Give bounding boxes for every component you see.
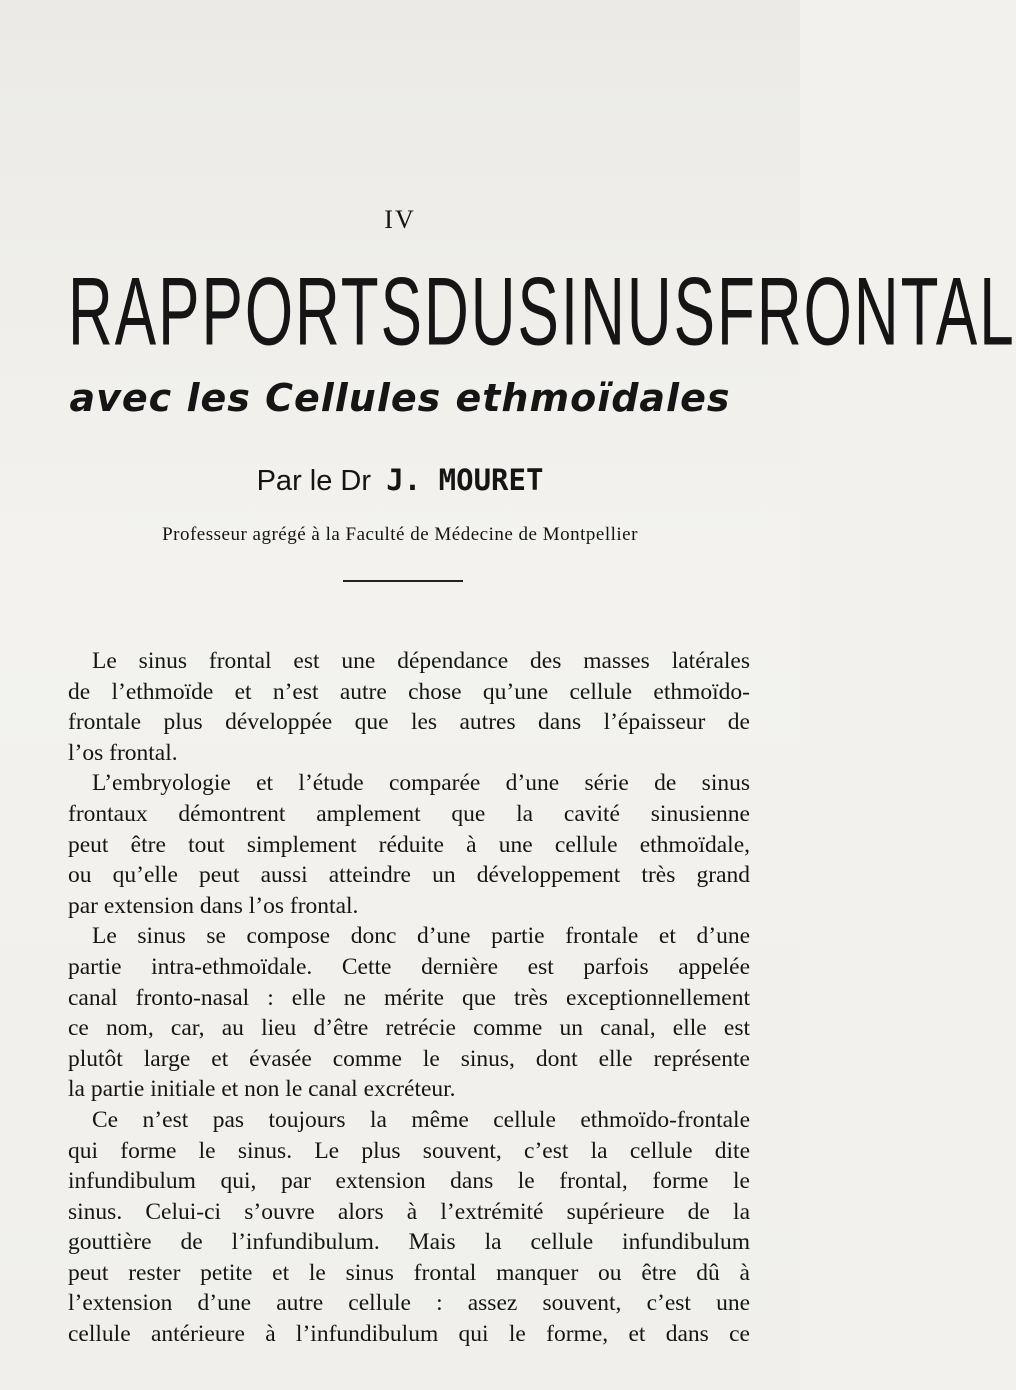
text-line: peut être tout simplement réduite à une cellule ethmoïdale, [68, 831, 750, 858]
text-line: partie intra-ethmoïdale. Cette dernière est parfois appelée [68, 953, 750, 980]
text-line: la partie initiale et non le canal excréteur. [68, 1076, 456, 1103]
author-line [0, 463, 800, 498]
author-name: J. MOURET [386, 463, 544, 497]
text-line: ce nom, car, au lieu d’être retrécie comme un canal, elle est [68, 1015, 750, 1042]
text-line: cellule antérieure à l’infundibulum qui le forme, et dans ce [68, 1321, 750, 1348]
article-title [68, 235, 1016, 390]
title-word: FRONTAL [717, 258, 1016, 366]
separator-rule [343, 580, 463, 582]
text-line: Le sinus se compose donc d’une partie frontale et d’une [92, 923, 750, 950]
article-body [68, 646, 750, 1350]
text-line: peut rester petite et le sinus frontal manquer ou être dû à [68, 1259, 750, 1286]
text-line: frontaux démontrent amplement que la cavité sinusienne [68, 800, 750, 827]
text-line: de l’ethmoïde et n’est autre chose qu’une cellule ethmoïdo- [68, 678, 750, 705]
paragraph [68, 768, 750, 921]
text-line: l’extension d’une autre cellule : assez souvent, c’est une [68, 1290, 750, 1317]
article-subtitle: avec les Cellules ethmoïdales [69, 376, 731, 420]
text-line: sinus. Celui-ci s’ouvre alors à l’extrémité supérieure de la [68, 1198, 750, 1225]
text-line: Le sinus frontal est une dépendance des masses latérales [92, 648, 750, 674]
author-affiliation: Professeur agrégé à la Faculté de Médecine de Montpellier [162, 524, 638, 545]
chapter-numeral: IV [384, 205, 416, 234]
text-line: frontale plus développée que les autres dans l’épaisseur de [68, 709, 750, 736]
paragraph [68, 646, 750, 768]
text-line: plutôt large et évasée comme le sinus, dont elle représente [68, 1045, 750, 1072]
text-line: ou qu’elle peut aussi atteindre un développement très grand [68, 862, 750, 889]
title-word: RAPPORTS [68, 258, 424, 366]
text-line: gouttière de l’infundibulum. Mais la cellule infundibulum [68, 1229, 750, 1256]
text-line: qui forme le sinus. Le plus souvent, c’est la cellule dite [68, 1137, 750, 1164]
text-line: l’os frontal. [68, 739, 178, 766]
text-line: infundibulum qui, par extension dans le frontal, forme le [68, 1168, 750, 1195]
title-word: DU [423, 258, 518, 366]
text-line: Ce n’est pas toujours la même cellule ethmoïdo-frontale [92, 1106, 750, 1133]
paragraph [68, 1105, 750, 1350]
text-line: par extension dans l’os frontal. [68, 892, 359, 919]
author-prefix: Par le Dr [256, 465, 372, 497]
title-word: SINUS [517, 258, 717, 366]
paragraph [68, 921, 750, 1105]
text-line: canal fronto-nasal : elle ne mérite que très exceptionnellement [68, 984, 750, 1011]
text-line: L’embryologie et l’étude comparée d’une série de sinus [92, 770, 750, 797]
